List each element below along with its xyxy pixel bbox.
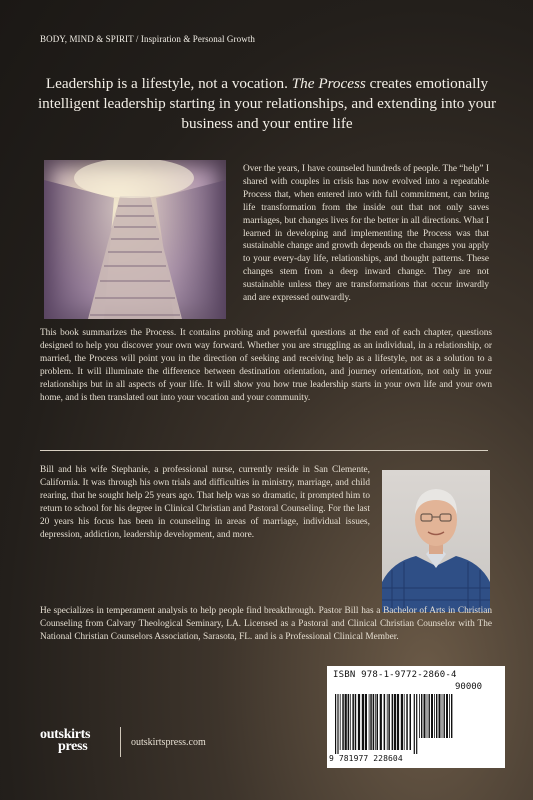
barcode-bar xyxy=(375,694,376,750)
barcode-bar xyxy=(373,694,375,750)
barcode-bar xyxy=(410,694,412,750)
barcode-bar xyxy=(380,694,382,750)
barcode-bar xyxy=(451,694,452,738)
author-bio-paragraph-1: Bill and his wife Stephanie, a professional nurse, currently reside in San Clemente, California. It was through his own trials and difficulties in ministry, marriage, and child rearing, that he sought help 25 years ago. That help was so dramatic, it prompted him to return to school for his degree in Clinical Christian and Pastoral Counseling. For the last 20 years his focus has been in counseling in areas of marriage, individual issues, depression, addiction, leadership development, and more. xyxy=(40,465,370,540)
isbn-number: ISBN 978-1-9772-2860-4 xyxy=(333,670,457,680)
barcode-bar xyxy=(442,694,443,738)
barcode-bar xyxy=(429,694,430,738)
author-portrait-illustration xyxy=(382,470,490,612)
barcode-bar xyxy=(406,694,408,750)
barcode-bar xyxy=(348,694,350,750)
barcode-bar xyxy=(397,694,399,750)
headline-part1: Leadership is a lifestyle, not a vocation. xyxy=(45,75,292,92)
barcode-bar xyxy=(365,694,367,750)
author-bio-paragraph-2: He specializes in temperament analysis to help people find breakthrough. Pastor Bill has a Bachelor of Arts in Christian Counseling from Calvary Theological Seminary, LA. Licensed as a Pastoral and Clinical Christian Counselor with The National Christian Counselors Association, Sarasota, FL. and is a Professional Clinical Member. xyxy=(40,606,492,642)
barcode-bar xyxy=(421,694,422,738)
price-code: 90000 xyxy=(455,682,483,692)
barcode-bar xyxy=(434,694,435,738)
barcode-bar xyxy=(404,694,405,750)
barcode-bar xyxy=(439,694,441,738)
barcode-bar xyxy=(431,694,433,738)
barcode-bar xyxy=(446,694,448,738)
publisher-separator xyxy=(120,727,121,757)
publisher-block xyxy=(40,727,206,757)
stairway-photo xyxy=(44,160,226,319)
barcode-bar xyxy=(342,694,344,750)
category-label: BODY, MIND & SPIRIT / Inspiration & Personal Growth xyxy=(40,34,256,44)
barcode-bar xyxy=(449,694,450,738)
barcode-bar xyxy=(414,694,415,754)
publisher-url: outskirtspress.com xyxy=(131,736,206,748)
barcode-bar xyxy=(388,694,390,750)
barcode-bar xyxy=(419,694,420,738)
barcode-bar xyxy=(377,694,379,750)
headline-part2: creates emotionally intelligent leadership starting in your relationships, and extending into your business and your entire life xyxy=(37,75,497,132)
stairway-illustration xyxy=(44,160,226,319)
barcode-bar xyxy=(345,694,347,750)
barcode-bar xyxy=(416,694,417,754)
barcode-bar xyxy=(350,694,351,750)
barcode-bar xyxy=(424,694,426,738)
barcode-bar xyxy=(362,694,364,750)
barcode-bar xyxy=(394,694,396,750)
logo-text-press: press xyxy=(58,739,88,754)
barcode-bar xyxy=(335,694,336,754)
section-divider xyxy=(40,450,488,451)
barcode-bar xyxy=(436,694,437,738)
barcode-bars xyxy=(327,666,505,768)
headline-book-title: The Process xyxy=(291,75,366,92)
barcode-bar xyxy=(384,694,386,750)
isbn-barcode xyxy=(327,666,505,768)
barcode-bar xyxy=(387,694,388,750)
description-paragraph-1: Over the years, I have counseled hundreds of people. The “help” I shared with couples in crisis has now evolved into a repeatable Process that, when entered into with full commitment, can bring life transformation from the inside out that not only saves marriages, but changes lives for the better in all directions. What I learned in developing and implementing the Process was that sustainable change and growth depends on the changes you apply to your every-day life, relationships, and thought patterns. These changes stem from a deep inward change. They are not sustainable unless they are transformations that occur inwardly and are expressed outwardly. xyxy=(243,164,489,304)
barcode-digits: 9 781977 228604 xyxy=(329,754,403,763)
headline xyxy=(34,74,500,134)
description-paragraph-2: This book summarizes the Process. It contains probing and powerful questions at the end of each chapter, questions designed to help you discover your own way forward. Whether you are struggling as an individual, in a relationship, or married, the Process will point you in the direction of seeking and receiving help as a lifestyle, not as a solution to a problem. It will illuminate the difference between destination orientation, and journey orientation, not only in your relationships but in all aspects of your life. It will show you how true leadership starts in your own life and your own home, and is then translated out into your vocation and your community. xyxy=(40,328,492,403)
logo-text-outskirts: outskirts xyxy=(40,727,91,742)
barcode-bar xyxy=(355,694,357,750)
barcode-bar xyxy=(444,694,445,738)
barcode-bar xyxy=(358,694,360,750)
author-portrait xyxy=(382,470,490,612)
barcode-bar xyxy=(337,694,338,754)
outskirts-press-logo xyxy=(40,727,106,757)
barcode-bar xyxy=(369,694,370,750)
barcode-bar xyxy=(401,694,403,750)
barcode-bar xyxy=(352,694,354,750)
barcode-bar xyxy=(392,694,394,750)
barcode-bar xyxy=(370,694,372,750)
barcode-bar xyxy=(340,694,341,750)
barcode-bar xyxy=(427,694,428,738)
